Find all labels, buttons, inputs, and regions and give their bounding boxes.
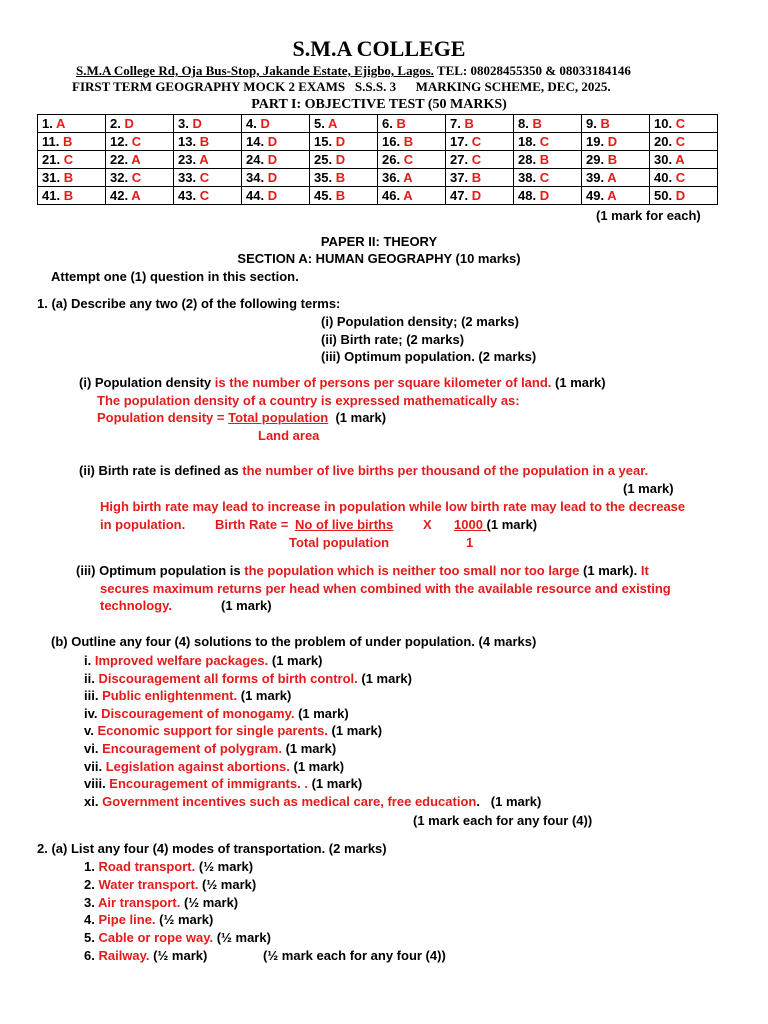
pd-denominator: Land area (258, 428, 320, 443)
answer-cell (378, 115, 446, 133)
question-1b: (b) Outline any four (4) solutions to the problem of under population. (4 marks) (51, 634, 537, 649)
solution-item (84, 794, 541, 809)
answer-cell (310, 187, 378, 205)
answer-cell (378, 133, 446, 151)
answer-cell (106, 169, 174, 187)
mode-item-mark: (½ mark) (198, 876, 257, 892)
mode-item (84, 859, 253, 874)
answer-letter: A (131, 152, 141, 167)
solution-item-number: vii. (84, 758, 106, 774)
answer-letter: B (63, 188, 74, 203)
answer-cell (310, 151, 378, 169)
op-answer (76, 563, 649, 578)
question-number: 15. (314, 134, 333, 149)
answer-letter: A (607, 188, 617, 203)
answer-letter: D (124, 116, 134, 131)
answer-cell (650, 187, 718, 205)
solution-item-mark: (1 mark) (327, 723, 383, 739)
answer-cell (38, 151, 106, 169)
mode-item-number: 2. (84, 876, 99, 892)
solution-item (84, 741, 336, 756)
answer-cell (582, 187, 650, 205)
answer-cell (242, 169, 310, 187)
br-formula-lhs: Birth Rate = (215, 517, 289, 532)
question-number: 39. (586, 170, 605, 185)
question-number: 40. (654, 170, 673, 185)
br-times: X (423, 517, 432, 532)
question-number: 17. (450, 134, 469, 149)
answer-letter: D (471, 188, 482, 203)
solution-item-mark: (1 mark) (289, 758, 345, 774)
answer-cell (242, 133, 310, 151)
pd-definition: is the number of persons per square kilometer of land. (214, 375, 552, 390)
college-address (76, 63, 631, 79)
question-number: 16. (382, 134, 401, 149)
answer-row (38, 115, 718, 133)
mode-item (84, 948, 207, 963)
answer-letter: C (675, 170, 686, 185)
question-number: 49. (586, 188, 605, 203)
answer-cell (106, 187, 174, 205)
solution-item (84, 688, 291, 703)
answer-cell (242, 151, 310, 169)
question-1a: 1. (a) Describe any two (2) of the following terms: (37, 296, 341, 311)
answer-cell (174, 187, 242, 205)
pd-formula-mark: (1 mark) (328, 410, 387, 425)
address-text: S.M.A College Rd, Oja Bus-Stop, Jakande Estate, Ejigbo, Lagos. (76, 63, 434, 78)
question-number: 45. (314, 188, 333, 203)
answer-cell (582, 133, 650, 151)
answer-letter: D (335, 152, 346, 167)
answer-letter: D (260, 116, 270, 131)
answer-letter: A (199, 152, 209, 167)
answer-letter: A (403, 170, 413, 185)
answer-cell (514, 169, 582, 187)
paper2-title: PAPER II: THEORY (320, 234, 438, 249)
answer-cell (514, 151, 582, 169)
answer-row (38, 133, 718, 151)
solution-item-mark: . (1 mark) (476, 793, 542, 809)
answer-letter: B (403, 134, 414, 149)
answer-cell (514, 133, 582, 151)
question-number: 29. (586, 152, 605, 167)
answer-letter: C (539, 134, 550, 149)
mode-item-text: Road transport. (98, 859, 196, 874)
question-number: 11. (42, 134, 60, 149)
answer-row (38, 187, 718, 205)
answer-cell (38, 187, 106, 205)
answer-cell (378, 169, 446, 187)
answer-cell (38, 133, 106, 151)
br-line1: High birth rate may lead to increase in population while low birth rate may lead to the decrease (100, 499, 686, 514)
answer-letter: B (335, 170, 346, 185)
mode-item (84, 930, 271, 945)
br-thousand: 1000 (454, 517, 487, 532)
answer-cell (650, 133, 718, 151)
question-number: 1. (42, 116, 53, 131)
answer-cell (174, 133, 242, 151)
br-thousand-wrap (454, 517, 537, 532)
br-numerator: No of live births (295, 517, 394, 532)
answer-letter: B (532, 116, 542, 131)
answer-cell (514, 187, 582, 205)
answer-cell (582, 169, 650, 187)
solution-item (84, 776, 362, 791)
mode-item-mark: (½ mark) (149, 948, 208, 963)
answer-cell (378, 187, 446, 205)
college-title: S.M.A COLLEGE (292, 36, 466, 61)
attempt-instruction: Attempt one (1) question in this section. (51, 269, 299, 284)
answer-letter: D (267, 152, 278, 167)
answer-letter: A (675, 152, 685, 167)
answer-letter: C (675, 116, 686, 131)
mode-item (84, 877, 256, 892)
mode-item-mark: (½ mark) (180, 894, 239, 910)
mode-item-text: Railway. (98, 948, 150, 963)
op-lead: (iii) Optimum population is (76, 563, 245, 578)
answer-letter: B (199, 134, 210, 149)
pd-formula-lhs: Population density = (97, 410, 229, 425)
mode-item-number: 5. (84, 930, 99, 946)
pd-formula (97, 410, 386, 425)
question-number: 43. (178, 188, 197, 203)
pd-lead: (i) Population density (79, 375, 215, 390)
mode-item-number: 4. (84, 912, 99, 928)
question-number: 13. (178, 134, 197, 149)
mode-item-number: 6. (84, 948, 99, 963)
solution-item-number: v. (84, 723, 98, 739)
solution-item (84, 723, 382, 738)
solution-item (84, 759, 344, 774)
question-2a: 2. (a) List any four (4) modes of transportation. (2 marks) (37, 841, 387, 856)
question-number: 2. (110, 116, 121, 131)
op-line3-text: technology. (100, 598, 172, 613)
answer-letter: A (607, 170, 617, 185)
answer-row (38, 169, 718, 187)
solution-item-mark: (1 mark) (357, 670, 412, 686)
solution-item-text: Government incentives such as medical care, free education (102, 793, 477, 809)
answer-cell (582, 151, 650, 169)
question-number: 3. (178, 116, 189, 131)
answer-letter: C (63, 152, 74, 167)
op-mark1: (1 mark). (579, 563, 641, 578)
answer-cell (106, 115, 174, 133)
question-number: 19. (586, 134, 605, 149)
mode-item-text: Pipe line. (98, 912, 156, 928)
answer-letter: B (471, 170, 482, 185)
mode-item-number: 1. (84, 859, 99, 874)
question-number: 26. (382, 152, 401, 167)
question-number: 47. (450, 188, 469, 203)
answer-letter: D (335, 134, 346, 149)
solution-item (84, 706, 349, 721)
solution-item-number: xi. (84, 793, 103, 809)
question-number: 22. (110, 152, 129, 167)
answer-letter: D (675, 188, 686, 203)
pd-numerator: Total population (228, 410, 329, 425)
answer-cell (242, 115, 310, 133)
br-line2-text: in population. (100, 517, 186, 532)
question-number: 8. (518, 116, 529, 131)
answer-cell (446, 115, 514, 133)
question-number: 37. (450, 170, 469, 185)
mode-item-mark: (½ mark) (195, 859, 254, 874)
question-number: 14. (246, 134, 265, 149)
section-a-title: SECTION A: HUMAN GEOGRAPHY (10 marks) (237, 251, 521, 266)
solution-item-text: Encouragement of immigrants. . (109, 776, 308, 792)
q1b-note: (1 mark each for any four (4)) (413, 813, 593, 828)
answer-letter: B (335, 188, 346, 203)
mark-each-note: (1 mark for each) (596, 208, 701, 223)
answer-letter: A (131, 188, 141, 203)
solution-item-text: Discouragement all forms of birth control. (98, 670, 358, 686)
answer-cell (38, 115, 106, 133)
question-number: 28. (518, 152, 537, 167)
solution-item-mark: (1 mark) (237, 688, 292, 704)
solution-item-mark: (1 mark) (268, 653, 323, 668)
question-number: 4. (246, 116, 257, 131)
answer-letter: C (675, 134, 686, 149)
solution-item-mark: (1 mark) (294, 705, 349, 721)
answer-letter: B (396, 116, 406, 131)
answer-letter: A (55, 116, 66, 131)
answer-cell (378, 151, 446, 169)
question-number: 32. (110, 170, 129, 185)
solution-item-mark: (1 mark) (307, 776, 363, 792)
answer-cell (446, 151, 514, 169)
pd-line2: The population density of a country is expressed mathematically as: (97, 393, 520, 408)
answer-letter: D (539, 188, 550, 203)
pd-mark: (1 mark) (551, 375, 606, 390)
br-one: 1 (466, 535, 474, 550)
answer-letter: C (471, 134, 482, 149)
question-number: 46. (382, 188, 401, 203)
question-number: 20. (654, 134, 673, 149)
mode-item (84, 895, 238, 910)
answer-cell (310, 169, 378, 187)
answer-row (38, 151, 718, 169)
answer-cell (242, 187, 310, 205)
answer-cell (38, 169, 106, 187)
answer-letter: B (539, 152, 550, 167)
solution-item-number: vi. (84, 741, 103, 756)
br-answer (79, 463, 648, 478)
part1-title: PART I: OBJECTIVE TEST (50 MARKS) (251, 97, 507, 112)
answer-cell (446, 187, 514, 205)
mode-item-text: Air transport. (97, 894, 181, 910)
answer-letter: C (199, 188, 210, 203)
answer-cell (106, 151, 174, 169)
answer-letter: B (63, 170, 74, 185)
question-number: 21. (42, 152, 61, 167)
mode-item-mark: (½ mark) (213, 930, 271, 946)
q1a-item-iii: (iii) Optimum population. (2 marks) (321, 349, 537, 364)
question-number: 30. (654, 152, 673, 167)
answer-cell (174, 115, 242, 133)
question-number: 27. (450, 152, 469, 167)
answer-letter: C (539, 170, 550, 185)
answer-letter: C (131, 134, 142, 149)
op-mark2: (1 mark) (221, 598, 272, 613)
answer-letter: A (403, 188, 413, 203)
pd-answer (79, 375, 606, 390)
question-number: 5. (314, 116, 325, 131)
question-number: 41. (42, 188, 61, 203)
question-number: 33. (178, 170, 197, 185)
answer-letter: C (199, 170, 210, 185)
solution-item-text: Discouragement of monogamy. (101, 705, 295, 721)
question-number: 31. (42, 170, 61, 185)
question-number: 7. (450, 116, 461, 131)
answer-cell (582, 115, 650, 133)
br-denominator: Total population (289, 535, 390, 550)
question-number: 42. (110, 188, 129, 203)
question-number: 34. (246, 170, 265, 185)
solution-item-mark: (1 mark) (281, 741, 337, 756)
answer-letter: B (600, 116, 610, 131)
answer-letter: D (192, 116, 202, 131)
solution-item-number: ii. (84, 670, 99, 686)
br-mark: (1 mark) (623, 481, 674, 496)
question-number: 9. (586, 116, 597, 131)
op-line2: secures maximum returns per head when combined with the available resource and existing (100, 581, 671, 596)
answer-cell (174, 151, 242, 169)
answer-cell (650, 115, 718, 133)
answer-letter: B (62, 134, 73, 149)
br-definition: the number of live births per thousand of the population in a year. (242, 463, 649, 478)
question-number: 50. (654, 188, 673, 203)
solution-item-text: Improved welfare packages. (94, 653, 269, 668)
op-line3 (100, 598, 172, 613)
op-definition: the population which is neither too small nor too large (244, 563, 580, 578)
mode-item-text: Water transport. (98, 876, 199, 892)
question-number: 44. (246, 188, 265, 203)
solution-item-text: Legislation against abortions. (105, 758, 290, 774)
answer-cell (650, 169, 718, 187)
answer-letter: D (267, 188, 278, 203)
answer-letter: C (403, 152, 414, 167)
answer-letter: D (607, 134, 618, 149)
q1a-item-ii: (ii) Birth rate; (2 marks) (321, 332, 465, 347)
solution-item-text: Economic support for single parents. (97, 723, 328, 739)
solution-item-text: Public enlightenment. (102, 688, 238, 704)
question-number: 18. (518, 134, 537, 149)
solution-item-number: viii. (84, 776, 110, 792)
exam-title: FIRST TERM GEOGRAPHY MOCK 2 EXAMS S.S.S. 3 MARKING SCHEME, DEC, 2025. (72, 79, 611, 94)
answer-cell (650, 151, 718, 169)
answer-cell (106, 133, 174, 151)
answer-letter: B (607, 152, 618, 167)
answer-cell (514, 115, 582, 133)
solution-item (84, 653, 322, 668)
question-number: 6. (382, 116, 393, 131)
answer-cell (446, 169, 514, 187)
mode-item-mark: (½ mark) (155, 912, 214, 928)
question-number: 38. (518, 170, 537, 185)
question-number: 48. (518, 188, 537, 203)
solution-item-text: Encouragement of polygram. (102, 741, 282, 756)
answer-cell (310, 133, 378, 151)
answer-letter: D (267, 170, 278, 185)
answer-letter: C (471, 152, 482, 167)
answer-cell (174, 169, 242, 187)
question-number: 36. (382, 170, 401, 185)
solution-item-number: iv. (84, 705, 102, 721)
answer-table (37, 114, 718, 205)
question-number: 35. (314, 170, 333, 185)
solution-item (84, 671, 412, 686)
mode-item-number: 3. (84, 894, 98, 910)
mode-item (84, 912, 213, 927)
br-formula-mark: (1 mark) (486, 517, 538, 532)
mode-item-text: Cable or rope way. (98, 930, 214, 946)
question-number: 25. (314, 152, 333, 167)
question-number: 23. (178, 152, 197, 167)
answer-cell (310, 115, 378, 133)
br-line2 (100, 517, 185, 532)
solution-item-number: i. (84, 653, 95, 668)
solution-item-number: iii. (84, 688, 103, 704)
br-lead: (ii) Birth rate is defined as (79, 463, 243, 478)
answer-letter: C (131, 170, 142, 185)
question-number: 24. (246, 152, 265, 167)
q2a-note: (½ mark each for any four (4)) (263, 948, 446, 963)
question-number: 12. (110, 134, 129, 149)
q1a-item-i: (i) Population density; (2 marks) (321, 314, 519, 329)
question-number: 10. (654, 116, 673, 131)
answer-cell (446, 133, 514, 151)
op-tail: It (640, 563, 649, 578)
telephone: TEL: 08028455350 & 08033184146 (433, 63, 631, 78)
answer-letter: D (267, 134, 278, 149)
answer-letter: A (327, 116, 338, 131)
answer-letter: B (464, 116, 474, 131)
